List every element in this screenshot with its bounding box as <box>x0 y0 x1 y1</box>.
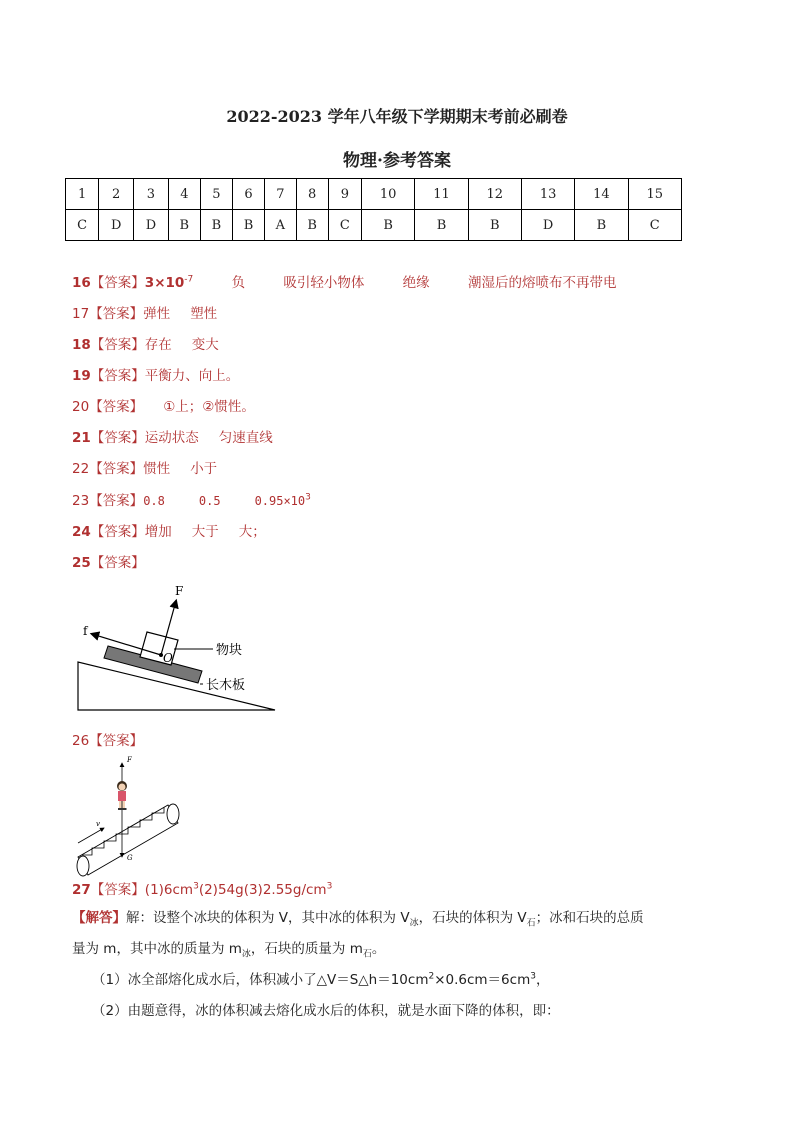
answer-table-answer-row <box>66 210 682 241</box>
question-number-cell: 4 <box>168 179 200 210</box>
escalator-end-left <box>77 856 89 876</box>
question-number-cell: 11 <box>415 179 468 210</box>
explain-superscript: 3 <box>530 971 536 982</box>
explanation-line-2 <box>72 937 385 960</box>
answer-value: 塑性 <box>190 306 218 322</box>
incline-force-diagram <box>70 578 290 718</box>
explain-text: ， <box>535 972 550 988</box>
answer-21 <box>72 426 273 446</box>
answer-label: 【答案】 <box>90 882 145 898</box>
answer-cell: C <box>328 210 361 241</box>
answer-cell: D <box>99 210 134 241</box>
answer-cell: B <box>468 210 521 241</box>
answer-27 <box>72 878 332 898</box>
question-number: 23 <box>72 493 90 509</box>
answer-label: 【答案】 <box>89 733 144 749</box>
explain-text: ，石块的质量为 m <box>250 941 363 957</box>
answer-cell: C <box>66 210 99 241</box>
label-O: O <box>163 651 173 665</box>
answer-label: 【答案】 <box>90 555 145 571</box>
question-number: 17 <box>72 306 90 322</box>
explain-superscript: 2 <box>428 971 435 982</box>
question-number-cell: 13 <box>521 179 574 210</box>
label-G: G <box>127 854 133 862</box>
answer-value: 惯性 <box>143 461 171 477</box>
question-number-cell: 6 <box>232 179 264 210</box>
answer-label: 【答案】 <box>90 430 145 446</box>
answer-cell: D <box>134 210 169 241</box>
answer-value: 负 <box>231 275 246 291</box>
question-number: 21 <box>72 430 91 446</box>
question-number-cell: 10 <box>362 179 415 210</box>
explain-text: 量为 m，其中冰的质量为 m <box>72 941 242 957</box>
answer-value: 0.95×10 <box>254 494 306 508</box>
question-number-cell: 9 <box>328 179 361 210</box>
answer-value: 潮湿后的熔喷布不再带电 <box>467 275 617 291</box>
question-number: 16 <box>72 275 91 291</box>
answer-exponent: 3 <box>326 881 333 892</box>
explanation-line-4: （2）由题意得，冰的体积减去熔化成水后的体积，就是水面下降的体积，即： <box>92 1003 560 1019</box>
answer-exponent: 3 <box>193 881 199 892</box>
question-number: 27 <box>72 882 91 898</box>
explain-text: ；冰和石块的总质 <box>535 910 644 926</box>
answer-20 <box>72 395 255 415</box>
answer-24 <box>72 520 266 540</box>
answer-value: 变大 <box>191 337 219 353</box>
explain-text: （1）冰全部熔化成水后，体积减小了△V＝S△h＝10cm <box>92 972 429 988</box>
escalator-force-diagram <box>70 753 185 878</box>
answer-value: 0.5 <box>198 494 221 508</box>
answer-26 <box>72 729 143 749</box>
question-number-cell: 1 <box>66 179 99 210</box>
answer-17 <box>72 302 217 322</box>
escalator-body <box>78 805 178 875</box>
explain-label: 【解答】 <box>72 910 126 926</box>
explanation-line-3 <box>92 968 549 988</box>
question-number: 20 <box>72 399 90 415</box>
answer-value: 增加 <box>144 524 172 540</box>
explain-text: 。 <box>371 941 386 957</box>
explanation-line-1 <box>72 906 644 929</box>
explain-subscript: 冰 <box>241 949 251 960</box>
answer-cell: C <box>628 210 681 241</box>
answer-label: 【答案】 <box>90 337 145 353</box>
answer-value: 小于 <box>190 461 218 477</box>
answer-cell: B <box>232 210 264 241</box>
answer-label: 【答案】 <box>89 306 144 322</box>
answer-part-2: (2)54g <box>198 882 244 898</box>
answer-label: 【答案】 <box>89 493 144 509</box>
explain-text: ×0.6cm＝6cm <box>434 972 531 988</box>
question-number-cell: 12 <box>468 179 521 210</box>
answer-value: ①上；②惯性。 <box>163 399 255 415</box>
answer-part-1: (1)6cm <box>144 882 194 898</box>
page-subtitle: 物理·参考答案 <box>343 151 451 171</box>
answer-cell: B <box>168 210 200 241</box>
answer-label: 【答案】 <box>90 275 145 291</box>
answer-cell: B <box>575 210 628 241</box>
question-number-cell: 3 <box>134 179 169 210</box>
label-f: f <box>83 624 88 638</box>
answer-23 <box>72 489 311 509</box>
answer-cell: B <box>362 210 415 241</box>
label-board: 长木板 <box>206 678 246 693</box>
answer-value: 平衡力、向上。 <box>144 368 240 384</box>
question-number: 26 <box>72 733 90 749</box>
label-F: F <box>175 584 184 598</box>
explain-text: 解：设整个冰块的体积为 V，其中冰的体积为 V <box>126 910 410 926</box>
explain-text: ，石块的体积为 V <box>418 910 527 926</box>
answer-25 <box>72 551 145 571</box>
question-number-cell: 14 <box>575 179 628 210</box>
question-number: 19 <box>72 368 91 384</box>
answer-value: 绝缘 <box>402 275 430 291</box>
answer-label: 【答案】 <box>90 524 145 540</box>
answer-label: 【答案】 <box>89 399 144 415</box>
answer-table <box>65 178 682 241</box>
question-number-cell: 8 <box>296 179 328 210</box>
answer-16 <box>72 271 616 291</box>
answer-value: 3×10 <box>144 275 185 291</box>
explain-subscript: 石 <box>362 949 372 960</box>
answer-cell: D <box>521 210 574 241</box>
question-number-cell: 15 <box>628 179 681 210</box>
answer-value: 0.8 <box>143 494 165 508</box>
answer-18 <box>72 333 219 353</box>
question-number-cell: 7 <box>265 179 297 210</box>
question-number: 18 <box>72 337 91 353</box>
answer-22 <box>72 457 217 477</box>
answer-value: 大于 <box>191 524 219 540</box>
answer-cell: B <box>415 210 468 241</box>
answer-19 <box>72 364 239 384</box>
page-title: 2022-2023 学年八年级下学期期末考前必刷卷 <box>226 107 568 126</box>
escalator-end-right <box>167 804 179 824</box>
answer-part-3: (3)2.55g/cm <box>243 882 327 898</box>
answer-value: 大； <box>238 524 266 540</box>
answer-table-number-row <box>66 179 682 210</box>
answer-cell: A <box>265 210 297 241</box>
answer-cell: B <box>296 210 328 241</box>
question-number: 22 <box>72 461 90 477</box>
question-number-cell: 5 <box>200 179 232 210</box>
answer-value: 弹性 <box>143 306 171 322</box>
answer-exponent: -7 <box>184 274 194 285</box>
answer-value: 运动状态 <box>144 430 199 446</box>
answer-label: 【答案】 <box>89 461 144 477</box>
answer-label: 【答案】 <box>90 368 145 384</box>
answer-value: 存在 <box>144 337 172 353</box>
velocity-arrow <box>78 828 104 843</box>
answer-exponent: 3 <box>305 492 311 503</box>
answer-value: 匀速直线 <box>218 430 273 446</box>
explain-subscript: 石 <box>526 918 536 929</box>
answer-cell: B <box>200 210 232 241</box>
question-number-cell: 2 <box>99 179 134 210</box>
label-F: F <box>127 756 132 764</box>
explain-subscript: 冰 <box>409 918 419 929</box>
label-block: 物块 <box>216 643 243 658</box>
question-number: 24 <box>72 524 91 540</box>
answer-value: 吸引轻小物体 <box>283 275 365 291</box>
label-v: v <box>96 820 100 828</box>
question-number: 25 <box>72 555 91 571</box>
